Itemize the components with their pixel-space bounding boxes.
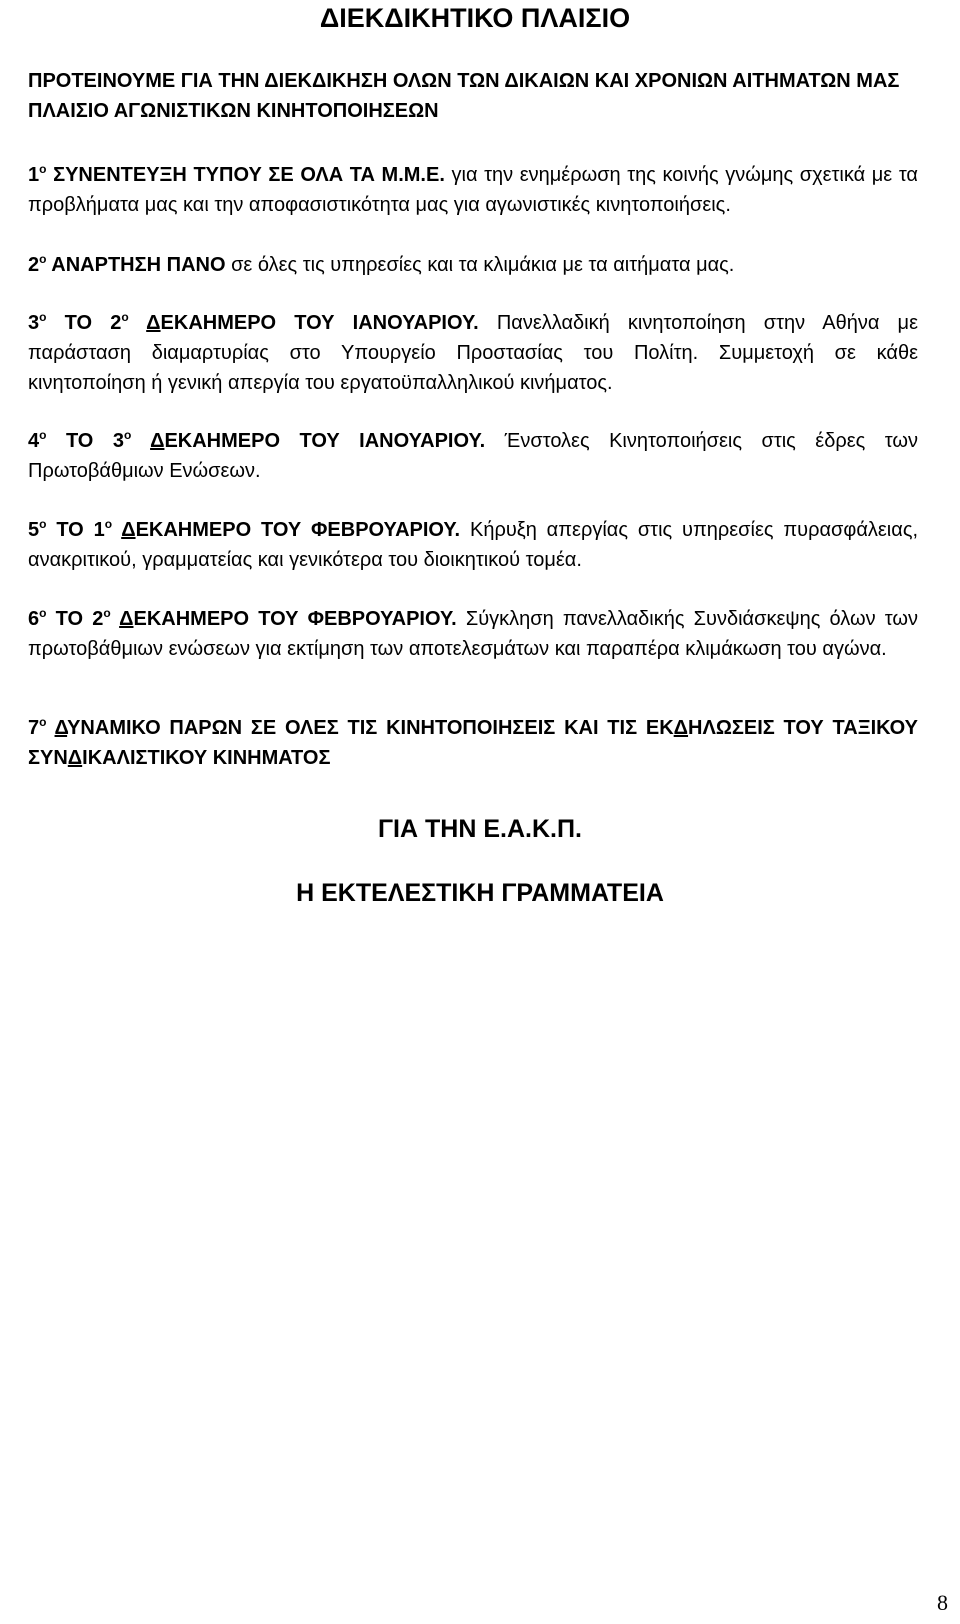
intro-line-1: ΠΡΟΤΕΙΝΟΥΜΕ ΓΙΑ ΤΗΝ ΔΙΕΚΔΙΚΗΣΗ ΟΛΩΝ ΤΩΝ ΔΙΚΑΙΩΝ ΚΑΙ ΧΡΟΝΙΩΝ ΑΙΤΗΜΑΤΩΝ ΜΑΣ xyxy=(28,70,900,92)
item-6-line-1: $6^o$ ΤΟ $2^o$ ΔΕΚΑΗΜΕΡΟ ΤΟΥ ΦΕΒΡΟΥΑΡΙΟΥ. Σύγκληση πανελλαδικής Συνδιάσκεψης όλων των xyxy=(28,606,918,630)
item-5 xyxy=(28,515,918,575)
item-1-line-2: προβλήματα μας και την αποφασιστικότητα μας για αγωνιστικές κινητοποιήσεις. xyxy=(28,194,731,216)
page-number: 8 xyxy=(937,1590,948,1615)
item-3-line-1: $3^o$ ΤΟ $2^o$ ΔΕΚΑΗΜΕΡΟ ΤΟΥ ΙΑΝΟΥΑΡΙΟΥ. Πανελλαδική κινητοποίηση στην Αθήνα με xyxy=(28,310,918,334)
item-2-line-1: $2^o$ ΑΝΑΡΤΗΣΗ ΠΑΝΟ σε όλες τις υπηρεσίες και τα κλιμάκια με τα αιτήματα μας. xyxy=(28,252,735,276)
signature-line-2: Η ΕΚΤΕΛΕΣΤΙΚΗ ΓΡΑΜΜΑΤΕΙΑ xyxy=(296,879,664,907)
item-5-line-1: $5^o$ ΤΟ $1^o$ ΔΕΚΑΗΜΕΡΟ ΤΟΥ ΦΕΒΡΟΥΑΡΙΟΥ. Κήρυξη απεργίας στις υπηρεσίες πυρασφάλειας, xyxy=(28,517,919,541)
item-3 xyxy=(28,308,918,398)
intro-line-2: ΠΛΑΙΣΙΟ ΑΓΩΝΙΣΤΙΚΩΝ ΚΙΝΗΤΟΠΟΙΗΣΕΩΝ xyxy=(28,100,439,122)
item-6-line-2: πρωτοβάθμιων ενώσεων για εκτίμηση των αποτελεσμάτων και παραπέρα κλιμάκωση του αγώνα. xyxy=(28,638,887,660)
item-1-line-1: $1^o$ ΣΥΝΕΝΤΕΥΞΗ ΤΥΠΟΥ ΣΕ ΟΛΑ ΤΑ Μ.Μ.Ε. για την ενημέρωση της κοινής γνώμης σχετικά με τα xyxy=(28,162,918,186)
item-4-line-1: $4^o$ ΤΟ $3^o$ ΔΕΚΑΗΜΕΡΟ ΤΟΥ ΙΑΝΟΥΑΡΙΟΥ. Ένστολες Κινητοποιήσεις στις έδρες των xyxy=(28,428,918,452)
signature-line-1: ΓΙΑ ΤΗΝ Ε.Α.Κ.Π. xyxy=(378,815,582,843)
intro-heading xyxy=(28,66,918,126)
item-7-line-2: ΣΥΝΔΙΚΑΛΙΣΤΙΚΟΥ ΚΙΝΗΜΑΤΟΣ xyxy=(28,747,331,769)
item-3-line-2: παράσταση διαμαρτυρίας στο Υπουργείο Προστασίας του Πολίτη. Συμμετοχή σε κάθε xyxy=(28,342,918,364)
document-title: ΔΙΕΚΔΙΚΗΤΙΚΟ ΠΛΑΙΣΙΟ xyxy=(319,3,631,33)
item-1 xyxy=(28,160,918,220)
item-6 xyxy=(28,604,918,664)
item-4-line-2: Πρωτοβάθμιων Ενώσεων. xyxy=(28,460,261,482)
item-7 xyxy=(28,713,918,773)
item-3-line-3: κινητοποίηση ή γενική απεργία του εργατοϋπαλληλικού κινήματος. xyxy=(28,372,613,394)
item-7-line-1: $7^o$ ΔΥΝΑΜΙΚΟ ΠΑΡΩΝ ΣΕ ΟΛΕΣ ΤΙΣ ΚΙΝΗΤΟΠΟΙΗΣΕΙΣ ΚΑΙ ΤΙΣ ΕΚΔΗΛΩΣΕΙΣ ΤΟΥ ΤΑΞΙΚΟΥ xyxy=(28,715,919,739)
item-4 xyxy=(28,426,918,486)
item-2 xyxy=(28,250,918,280)
item-5-line-2: ανακριτικού, γραμματείας και γενικότερα του διοικητικού τομέα. xyxy=(28,549,582,571)
